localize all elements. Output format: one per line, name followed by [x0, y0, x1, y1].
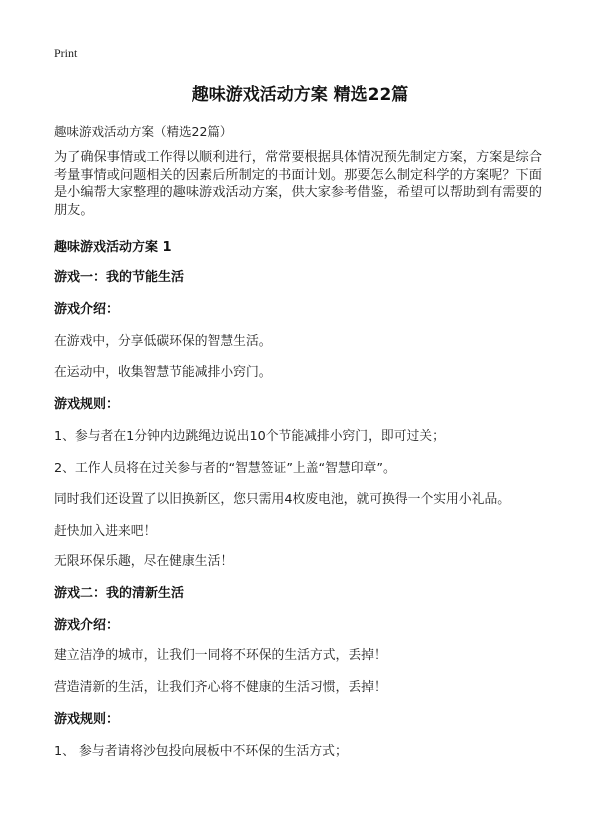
section-heading-1: 趣味游戏活动方案 1 — [54, 240, 172, 255]
game-two-intro-paragraph-2: 营造清新的生活，让我们齐心将不健康的生活习惯，丢掉！ — [54, 680, 387, 695]
game-two-rules-heading: 游戏规则： — [54, 712, 120, 727]
document-subtitle: 趣味游戏活动方案（精选22篇） — [54, 124, 233, 139]
game-two-title: 游戏二：我的清新生活 — [54, 586, 185, 601]
print-link[interactable]: Print — [54, 46, 78, 60]
game-one-note-3: 无限环保乐趣，尽在健康生活！ — [54, 554, 234, 569]
game-one-intro-heading: 游戏介绍： — [54, 302, 120, 317]
game-one-rule-2: 2、工作人员将在过关参与者的“智慧签证”上盖“智慧印章”。 — [54, 461, 396, 476]
game-two-intro-heading: 游戏介绍： — [54, 618, 120, 633]
game-one-intro-paragraph-1: 在游戏中，分享低碳环保的智慧生活。 — [54, 334, 272, 349]
game-one-title: 游戏一：我的节能生活 — [54, 270, 185, 285]
game-two-rule-1: 1、 参与者请将沙包投向展板中不环保的生活方式； — [54, 744, 348, 759]
game-two-intro-paragraph-1: 建立洁净的城市，让我们一同将不环保的生活方式，丢掉！ — [54, 648, 387, 663]
game-one-rule-1: 1、参与者在1分钟内边跳绳边说出10个节能减排小窍门，即可过关； — [54, 429, 445, 444]
game-one-note-1: 同时我们还设置了以旧换新区，您只需用4枚废电池，就可换得一个实用小礼品。 — [54, 492, 511, 507]
game-one-intro-paragraph-2: 在运动中，收集智慧节能减排小窍门。 — [54, 365, 272, 380]
page-title: 趣味游戏活动方案 精选22篇 — [191, 85, 409, 105]
game-one-note-2: 赶快加入进来吧！ — [54, 524, 157, 539]
intro-paragraph: 为了确保事情或工作得以顺利进行，常常要根据具体情况预先制定方案，方案是综合考量事情或问题相关的因素后所制定的书面计划。那要怎么制定科学的方案呢？下面是小编帮大家整理的趣味游戏活动方案，供大家参考借鉴，希望可以帮助到有需要的朋友。 — [54, 150, 542, 218]
game-one-rules-heading: 游戏规则： — [54, 397, 120, 412]
